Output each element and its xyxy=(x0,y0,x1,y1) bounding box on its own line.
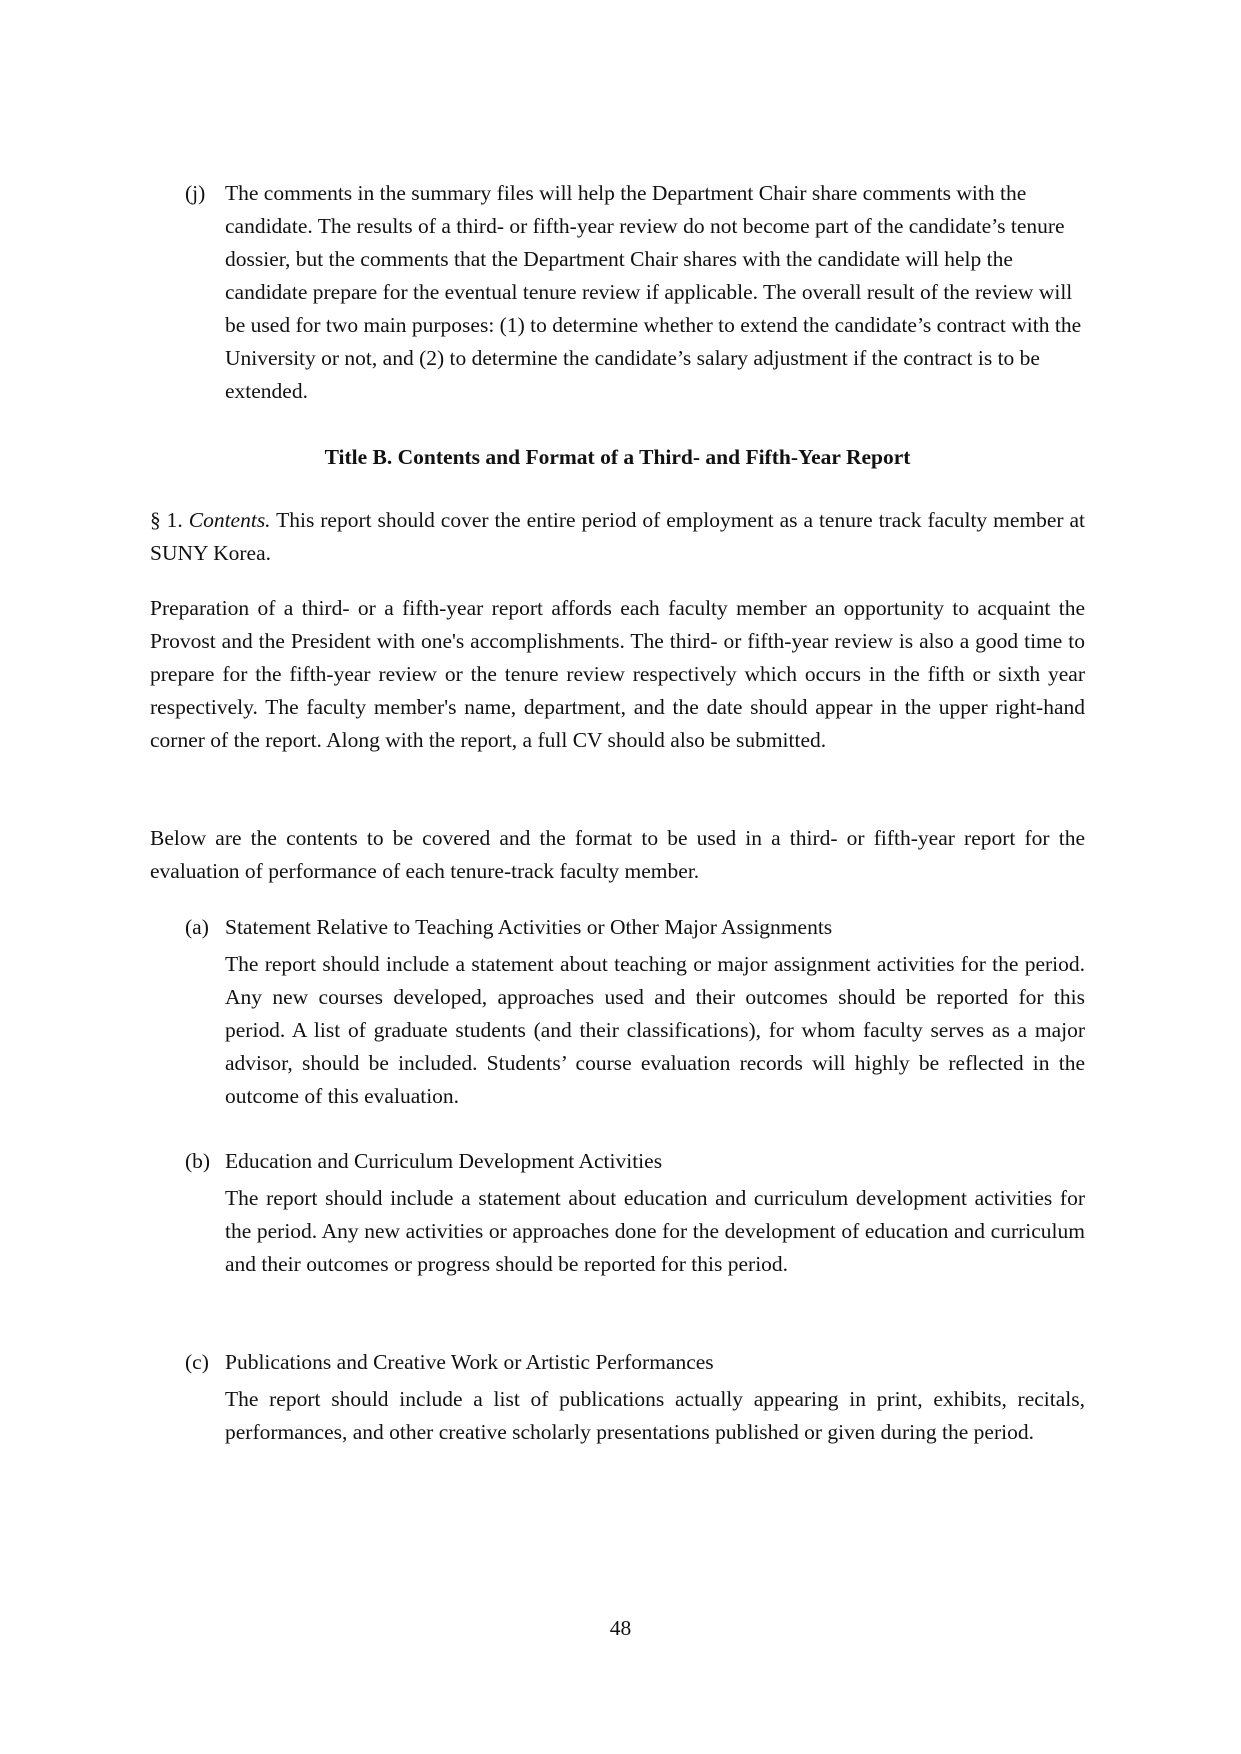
list-item-j xyxy=(185,177,1085,408)
item-label: (a) xyxy=(185,915,209,939)
section-title: Title B. Contents and Format of a Third- and Fifth-Year Report xyxy=(324,445,911,469)
list-item-a xyxy=(185,911,1085,1113)
item-heading: Education and Curriculum Development Activities xyxy=(225,1149,663,1173)
item-description: The report should include a list of publications actually appearing in print, exhibits, recitals, performances, and other creative scholarly presentations published or given during the period. xyxy=(225,1387,1085,1444)
section-1-paragraph xyxy=(150,504,1085,570)
item-label: (b) xyxy=(185,1149,211,1173)
list-item-b xyxy=(185,1145,1085,1281)
item-label: (c) xyxy=(185,1350,209,1374)
section-label: Contents. xyxy=(188,508,271,532)
item-description: The report should include a statement about teaching or major assignment activities for the period. Any new courses developed, approaches used and their outcomes should be reported for this period. A list of graduate students (and their classifications), for whom faculty serves as a major advisor, should be included. Students’ course evaluation records will highly be reflected in the outcome of this evaluation. xyxy=(225,952,1085,1108)
item-heading: Publications and Creative Work or Artistic Performances xyxy=(225,1350,714,1374)
item-heading: Statement Relative to Teaching Activities or Other Major Assignments xyxy=(225,915,833,939)
section-text: This report should cover the entire period of employment as a tenure track faculty member at SUNY Korea. xyxy=(150,508,1085,565)
preparation-paragraph: Preparation of a third- or a fifth-year report affords each faculty member an opportunity to acquaint the Provost and the President with one's accomplishments. The third- or fifth-year review is also a good time to prepare for the fifth-year review or the tenure review respectively which occurs in the fifth or sixth year respectively. The faculty member's name, department, and the date should appear in the upper right-hand corner of the report. Along with the report, a full CV should also be submitted. xyxy=(150,596,1085,752)
item-text: The comments in the summary files will help the Department Chair share comments with the candidate. The results of a third- or fifth-year review do not become part of the candidate’s tenure dossier, but the comments that the Department Chair shares with the candidate will help the candidate prepare for the eventual tenure review if applicable. The overall result of the review will be used for two main purposes: (1) to determine whether to extend the candidate’s contract with the University or not, and (2) to determine the candidate’s salary adjustment if the contract is to be extended. xyxy=(225,181,1082,403)
item-description: The report should include a statement about education and curriculum development activities for the period. Any new activities or approaches done for the development of education and curriculum and their outcomes or progress should be reported for this period. xyxy=(225,1186,1085,1276)
page-number: 48 xyxy=(609,1616,632,1640)
section-prefix: § 1. xyxy=(150,508,189,532)
list-item-c xyxy=(185,1346,1085,1449)
contents-intro-paragraph: Below are the contents to be covered and the format to be used in a third- or fifth-year report for the evaluation of performance of each tenure-track faculty member. xyxy=(150,826,1085,883)
item-label: (j) xyxy=(185,181,206,205)
